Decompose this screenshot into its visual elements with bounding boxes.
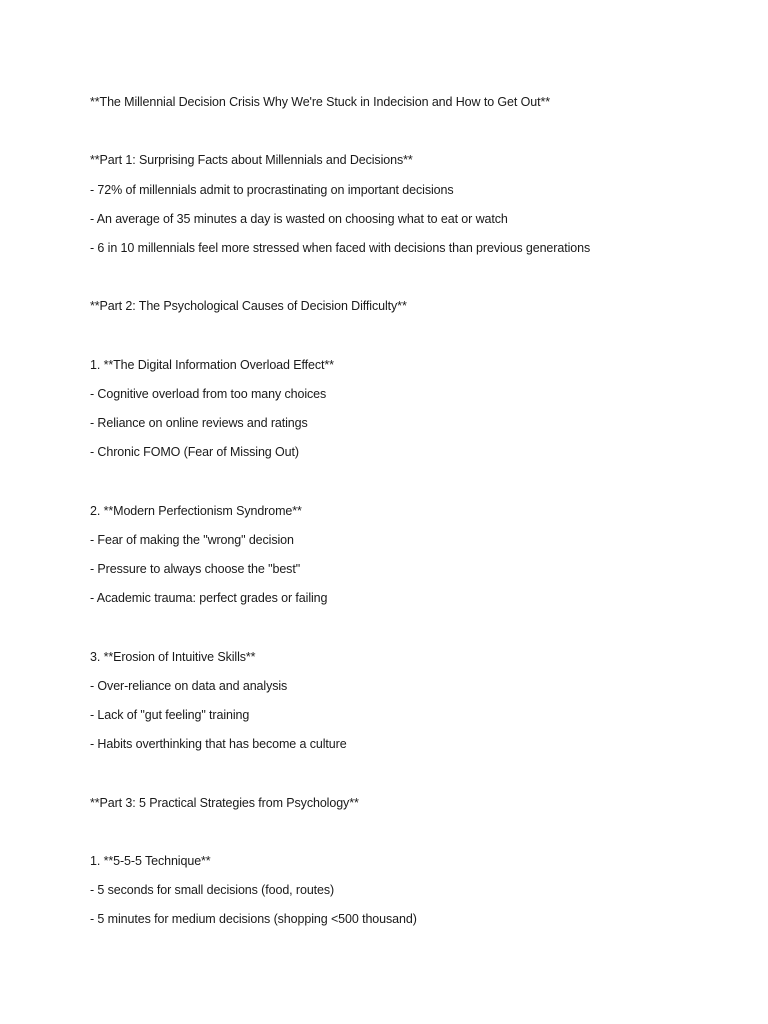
part3-section-item: - 5 seconds for small decisions (food, routes)	[90, 883, 335, 898]
blank-line	[90, 471, 730, 500]
part3-section-heading: 1. **5-5-5 Technique**	[90, 853, 211, 868]
part1-item: - 6 in 10 millennials feel more stressed when faced with decisions than previous generations	[90, 240, 591, 255]
blank-line	[90, 763, 730, 792]
part2-section-heading: 1. **The Digital Information Overload Effect**	[90, 357, 334, 372]
part2-section-item: - Habits overthinking that has become a culture	[90, 737, 347, 752]
part1-heading: **Part 1: Surprising Facts about Millennials and Decisions**	[90, 153, 413, 168]
blank-line	[90, 326, 730, 355]
part2-section-item: - Over-reliance on data and analysis	[90, 678, 288, 693]
blank-line	[90, 822, 730, 851]
part2-section-item: - Reliance on online reviews and ratings	[90, 416, 308, 431]
part3-section-item: - 5 minutes for medium decisions (shopping <500 thousand)	[90, 912, 417, 927]
part1-item: - An average of 35 minutes a day is wasted on choosing what to eat or watch	[90, 211, 508, 226]
part2-section-heading: 3. **Erosion of Intuitive Skills**	[90, 649, 256, 664]
part2-section-heading: 2. **Modern Perfectionism Syndrome**	[90, 503, 302, 518]
part2-section-item: - Pressure to always choose the "best"	[90, 562, 301, 576]
blank-line	[90, 121, 730, 150]
part3-heading: **Part 3: 5 Practical Strategies from Psychology**	[90, 795, 359, 810]
part2-section-item: - Chronic FOMO (Fear of Missing Out)	[90, 445, 299, 460]
part2-section-item: - Academic trauma: perfect grades or failing	[90, 591, 328, 606]
part2-section-item: - Lack of "gut feeling" training	[90, 707, 250, 722]
blank-line	[90, 267, 730, 296]
blank-line	[90, 617, 730, 646]
document-title: **The Millennial Decision Crisis Why We're Stuck in Indecision and How to Get Out**	[90, 95, 551, 109]
part1-item: - 72% of millennials admit to procrastinating on important decisions	[90, 182, 454, 197]
part2-heading: **Part 2: The Psychological Causes of Decision Difficulty**	[90, 299, 407, 314]
document-body	[90, 92, 730, 938]
part2-section-item: - Cognitive overload from too many choices	[90, 386, 327, 401]
part2-section-item: - Fear of making the "wrong" decision	[90, 532, 294, 547]
